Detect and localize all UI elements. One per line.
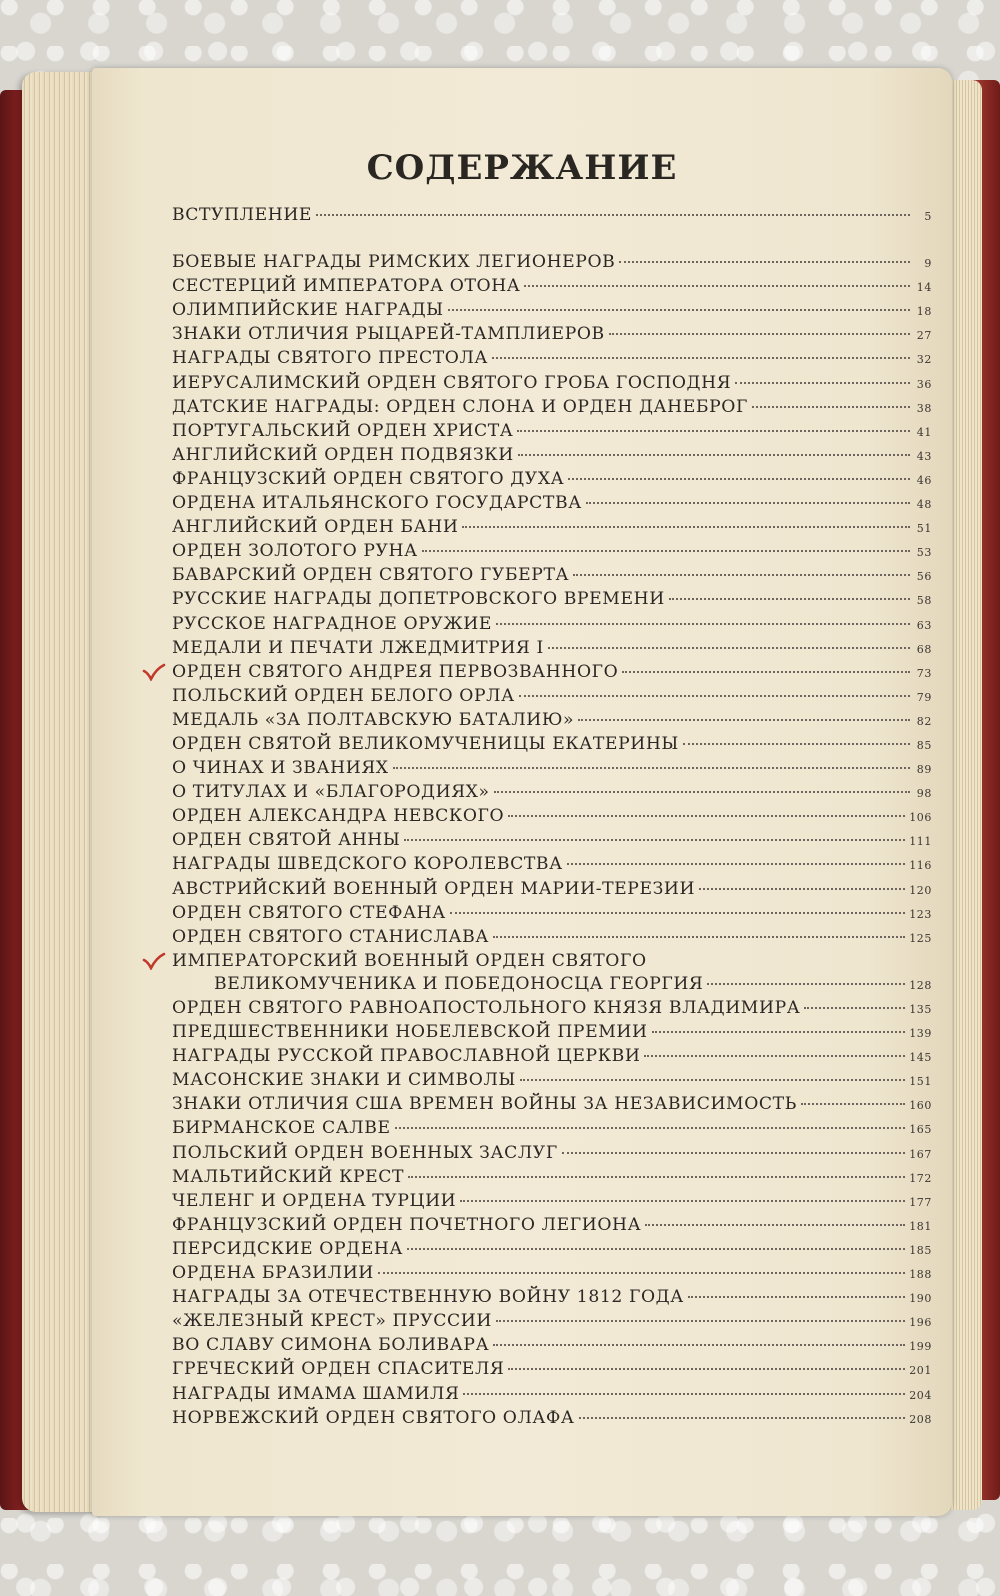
dot-leader: [395, 1127, 906, 1129]
dot-leader: [622, 671, 910, 673]
checkmark-icon: [142, 952, 166, 970]
toc-entry-title: НАГРАДЫ РУССКОЙ ПРАВОСЛАВНОЙ ЦЕРКВИ: [172, 1046, 641, 1067]
dot-leader: [404, 839, 905, 841]
toc-entry: [172, 829, 932, 853]
toc-entry: [172, 1383, 932, 1407]
toc-page-number: 172: [909, 1171, 932, 1185]
toc-page-number: 123: [909, 907, 932, 921]
toc-entry-title: ОРДЕН ЗОЛОТОГО РУНА: [172, 541, 418, 562]
toc-entry: [172, 685, 932, 709]
toc-page-number: 5: [924, 210, 932, 223]
dot-leader: [548, 647, 910, 649]
toc-entry-title: ПОЛЬСКИЙ ОРДЕН ВОЕННЫХ ЗАСЛУГ: [172, 1142, 558, 1163]
toc-page-number: 36: [916, 377, 932, 391]
toc-entry-title: СЕСТЕРЦИЙ ИМПЕРАТОРА ОТОНА: [172, 276, 521, 297]
toc-entry-title: ОРДЕН АЛЕКСАНДРА НЕВСКОГО: [172, 806, 505, 827]
dot-leader: [508, 1368, 905, 1370]
toc-entry: [172, 1166, 932, 1190]
toc-page-number: 111: [909, 835, 932, 849]
toc-entry-title: РУССКОЕ НАГРАДНОЕ ОРУЖИЕ: [172, 613, 493, 634]
toc-entry: [172, 1358, 932, 1382]
toc-page-number: 18: [916, 305, 932, 319]
toc-entry: [172, 468, 932, 492]
dot-leader: [804, 1007, 905, 1009]
toc-entry: [172, 396, 932, 420]
toc-entry-title: ОРДЕНА ИТАЛЬЯНСКОГО ГОСУДАРСТВА: [172, 493, 582, 514]
toc-entry-title-continuation: ВЕЛИКОМУЧЕНИКА И ПОБЕДОНОСЦА ГЕОРГИЯ: [214, 973, 704, 994]
toc-page-number: 43: [916, 449, 932, 463]
toc-page-number: 73: [916, 666, 932, 680]
toc-entry-title: АВСТРИЙСКИЙ ВОЕННЫЙ ОРДЕН МАРИИ-ТЕРЕЗИИ: [172, 878, 696, 899]
toc-page-number: 128: [909, 978, 932, 992]
toc-entry-title: БОЕВЫЕ НАГРАДЫ РИМСКИХ ЛЕГИОНЕРОВ: [172, 252, 616, 273]
toc-entry-title: ПРЕДШЕСТВЕННИКИ НОБЕЛЕВСКОЙ ПРЕМИИ: [172, 1022, 648, 1043]
toc-page-number: 14: [916, 281, 932, 295]
dot-leader: [496, 1320, 905, 1322]
toc-entry: [172, 781, 932, 805]
toc-entry: [172, 709, 932, 733]
toc-page-number: 160: [909, 1099, 932, 1113]
toc-entry: [172, 588, 932, 612]
toc-page-number: 188: [909, 1268, 932, 1282]
dot-leader: [316, 214, 910, 216]
dot-leader: [520, 1079, 905, 1081]
dot-leader: [707, 983, 905, 985]
toc-entry-title: ОЛИМПИЙСКИЕ НАГРАДЫ: [172, 300, 444, 321]
dot-leader: [462, 526, 910, 528]
toc-entry-title: МАСОНСКИЕ ЗНАКИ И СИМВОЛЫ: [172, 1070, 516, 1091]
toc-entry: [172, 1407, 932, 1431]
dot-leader: [699, 888, 905, 890]
toc-entry-title: ВО СЛАВУ СИМОНА БОЛИВАРА: [172, 1335, 490, 1356]
toc-entry-title: АНГЛИЙСКИЙ ОРДЕН ПОДВЯЗКИ: [172, 444, 514, 465]
toc-entry-title: ИМПЕРАТОРСКИЙ ВОЕННЫЙ ОРДЕН СВЯТОГО: [172, 950, 647, 971]
toc-entry: [172, 757, 932, 781]
toc-page-number: 98: [916, 787, 932, 801]
dot-leader: [422, 550, 910, 552]
toc-page-number: 41: [916, 425, 932, 439]
toc-entry: [172, 733, 932, 757]
toc-entry-title: О ЧИНАХ И ЗВАНИЯХ: [172, 758, 389, 779]
toc-page-number: 135: [909, 1003, 932, 1016]
toc-entry: [172, 926, 932, 950]
checkmark-icon: [142, 663, 166, 681]
toc-page-number: 116: [909, 859, 932, 873]
toc-title: СОДЕРЖАНИЕ: [366, 148, 678, 188]
toc-entry: [172, 275, 932, 299]
dot-leader: [524, 285, 910, 287]
dot-leader: [460, 1200, 905, 1202]
toc-page-number: 46: [916, 473, 932, 487]
toc-page-number: 85: [916, 738, 932, 752]
toc-entry-title: ОРДЕНА БРАЗИЛИИ: [172, 1263, 374, 1284]
dot-leader: [683, 743, 910, 745]
toc-page-number: 167: [909, 1147, 932, 1161]
dot-leader: [407, 1248, 905, 1250]
toc-entry: [172, 902, 932, 926]
toc-entry: [172, 1117, 932, 1141]
toc-entry: [172, 204, 932, 228]
toc-entry: [172, 805, 932, 829]
toc-page-number: 181: [909, 1219, 932, 1233]
toc-entry-title: ДАТСКИЕ НАГРАДЫ: ОРДЕН СЛОНА И ОРДЕН ДАНЕБРОГ: [172, 396, 748, 417]
dot-leader: [518, 454, 910, 456]
toc-entry: [172, 1190, 932, 1214]
toc-entry: [172, 492, 932, 516]
toc-entry: [172, 613, 932, 637]
toc-page-number: 51: [916, 522, 932, 536]
toc-entry-title: ФРАНЦУЗСКИЙ ОРДЕН СВЯТОГО ДУХА: [172, 468, 565, 489]
toc-entry: [172, 516, 932, 540]
toc-page-number: 139: [909, 1027, 932, 1041]
toc-entry-title: НАГРАДЫ ИМАМА ШАМИЛЯ: [172, 1383, 460, 1404]
toc-page-number: 177: [909, 1195, 932, 1209]
toc-entry: [172, 420, 932, 444]
toc-entry: [172, 1045, 932, 1069]
toc-entry: [172, 251, 932, 275]
toc-entry-title: ОРДЕН СВЯТОГО СТАНИСЛАВА: [172, 926, 489, 947]
toc-page-number: 63: [916, 618, 932, 632]
toc-page-number: 38: [916, 401, 932, 415]
toc-entry-title: «ЖЕЛЕЗНЫЙ КРЕСТ» ПРУССИИ: [172, 1311, 492, 1332]
toc-page-number: 89: [916, 763, 932, 777]
dot-leader: [492, 357, 910, 359]
dot-leader: [579, 1417, 906, 1419]
toc-list: [172, 204, 932, 1431]
dot-leader: [562, 1152, 905, 1154]
book-page: [92, 68, 952, 1516]
toc-entry-title: МАЛЬТИЙСКИЙ КРЕСТ: [172, 1166, 405, 1187]
toc-entry-title: МЕДАЛЬ «ЗА ПОЛТАВСКУЮ БАТАЛИЮ»: [172, 709, 575, 730]
dot-leader: [496, 623, 910, 625]
dot-leader: [619, 261, 910, 263]
toc-page-number: 151: [909, 1075, 932, 1089]
dot-leader: [735, 382, 910, 384]
toc-page-number: 201: [909, 1364, 932, 1378]
toc-entry-title: ПОЛЬСКИЙ ОРДЕН БЕЛОГО ОРЛА: [172, 685, 515, 706]
toc-page-number: 145: [909, 1051, 932, 1065]
dot-leader: [568, 478, 910, 480]
toc-entry-title: ЗНАКИ ОТЛИЧИЯ РЫЦАРЕЙ-ТАМПЛИЕРОВ: [172, 324, 605, 345]
toc-entry: [172, 1069, 932, 1093]
dot-leader: [578, 719, 910, 721]
toc-entry-title: МЕДАЛИ И ПЕЧАТИ ЛЖЕДМИТРИЯ I: [172, 637, 544, 658]
toc-entry-continuation: [172, 973, 932, 997]
toc-page-number: 79: [916, 690, 932, 704]
dot-leader: [378, 1272, 905, 1274]
toc-entry: [172, 299, 932, 323]
toc-page-number: 82: [916, 714, 932, 728]
dot-leader: [752, 406, 910, 408]
toc-page-number: 32: [916, 353, 932, 367]
dot-leader: [393, 767, 910, 769]
toc-entry-title: РУССКИЕ НАГРАДЫ ДОПЕТРОВСКОГО ВРЕМЕНИ: [172, 589, 665, 610]
toc-page-number: 106: [909, 811, 932, 825]
toc-entry: [172, 661, 932, 685]
dot-leader: [517, 430, 910, 432]
toc-entry: [172, 950, 932, 973]
toc-entry-title: НАГРАДЫ ШВЕДСКОГО КОРОЛЕВСТВА: [172, 854, 563, 875]
toc-page-number: 9: [924, 257, 932, 271]
toc-entry-title: ОРДЕН СВЯТОГО СТЕФАНА: [172, 902, 446, 923]
dot-leader: [463, 1393, 905, 1395]
dot-leader: [567, 863, 905, 865]
dot-leader: [645, 1224, 905, 1226]
toc-entry: [172, 1286, 932, 1310]
toc-entry-title: ЧЕЛЕНГ И ОРДЕНА ТУРЦИИ: [172, 1190, 457, 1211]
toc-entry-title: ВСТУПЛЕНИЕ: [172, 205, 313, 225]
toc-entry: [172, 1238, 932, 1262]
toc-page-number: 196: [909, 1316, 932, 1330]
dot-leader: [586, 502, 910, 504]
page-edges-right: [948, 80, 982, 1510]
toc-page-number: 208: [909, 1412, 932, 1426]
dot-leader: [493, 936, 905, 938]
toc-entry-title: ОРДЕН СВЯТОЙ ВЕЛИКОМУЧЕНИЦЫ ЕКАТЕРИНЫ: [172, 733, 679, 754]
toc-entry: [172, 323, 932, 347]
toc-entry-title: БАВАРСКИЙ ОРДЕН СВЯТОГО ГУБЕРТА: [172, 565, 570, 586]
toc-entry-title: ФРАНЦУЗСКИЙ ОРДЕН ПОЧЕТНОГО ЛЕГИОНА: [172, 1214, 642, 1235]
toc-entry: [172, 372, 932, 396]
toc-entry: [172, 1310, 932, 1334]
toc-page-number: 53: [916, 546, 932, 560]
toc-entry: [172, 1334, 932, 1358]
toc-entry: [172, 347, 932, 371]
toc-entry-title: НАГРАДЫ СВЯТОГО ПРЕСТОЛА: [172, 348, 489, 369]
toc-entry: [172, 637, 932, 661]
toc-entry-title: АНГЛИЙСКИЙ ОРДЕН БАНИ: [172, 517, 459, 538]
dot-leader: [448, 309, 910, 311]
toc-entry: [172, 1021, 932, 1045]
toc-page-number: 58: [916, 594, 932, 608]
toc-entry: [172, 1214, 932, 1238]
dot-leader: [508, 815, 905, 817]
toc-page-number: 48: [916, 498, 932, 512]
toc-page-number: 199: [909, 1340, 932, 1354]
toc-page-number: 120: [909, 883, 932, 897]
dot-leader: [644, 1055, 905, 1057]
toc-page-number: 190: [909, 1292, 932, 1306]
toc-entry-title: НАГРАДЫ ЗА ОТЕЧЕСТВЕННУЮ ВОЙНУ 1812 ГОДА: [172, 1287, 684, 1308]
toc-page-number: 204: [909, 1388, 932, 1402]
toc-entry-title: ОРДЕН СВЯТОЙ АННЫ: [172, 830, 401, 851]
toc-entry: [172, 1142, 932, 1166]
page-edges-left: [22, 72, 102, 1512]
toc-entry-title: НОРВЕЖСКИЙ ОРДЕН СВЯТОГО ОЛАФА: [172, 1407, 575, 1428]
toc-entry-title: ЗНАКИ ОТЛИЧИЯ США ВРЕМЕН ВОЙНЫ ЗА НЕЗАВИСИМОСТЬ: [172, 1094, 797, 1115]
dot-leader: [573, 574, 910, 576]
toc-page-number: 56: [916, 570, 932, 584]
dot-leader: [652, 1031, 906, 1033]
toc-page-number: 185: [909, 1243, 932, 1257]
toc-page-number: 165: [909, 1123, 932, 1137]
toc-page-number: 27: [916, 329, 932, 343]
toc-entry: [172, 853, 932, 877]
toc-page-number: 68: [916, 642, 932, 656]
dot-leader: [669, 598, 910, 600]
toc-entry-title: ОРДЕН СВЯТОГО РАВНОАПОСТОЛЬНОГО КНЯЗЯ ВЛАДИМИРА: [172, 998, 801, 1018]
dot-leader: [450, 912, 905, 914]
toc-entry-title: БИРМАНСКОЕ САЛВЕ: [172, 1118, 391, 1139]
toc-entry-title: ИЕРУСАЛИМСКИЙ ОРДЕН СВЯТОГО ГРОБА ГОСПОДНЯ: [172, 372, 732, 393]
toc-entry: [172, 1262, 932, 1286]
toc-entry: [172, 444, 932, 468]
dot-leader: [609, 333, 910, 335]
toc-page-number: 125: [909, 931, 932, 945]
dot-leader: [408, 1176, 905, 1178]
dot-leader: [494, 791, 910, 793]
dot-leader: [493, 1344, 905, 1346]
toc-entry: [172, 540, 932, 564]
toc-entry-title: ОРДЕН СВЯТОГО АНДРЕЯ ПЕРВОЗВАННОГО: [172, 661, 619, 682]
dot-leader: [688, 1296, 905, 1298]
toc-entry-title: ПОРТУГАЛЬСКИЙ ОРДЕН ХРИСТА: [172, 420, 514, 441]
toc-entry: [172, 997, 932, 1021]
toc-entry: [172, 1093, 932, 1117]
toc-entry-title: О ТИТУЛАХ И «БЛАГОРОДИЯХ»: [172, 782, 490, 803]
toc-entry: [172, 564, 932, 588]
toc-entry: [172, 878, 932, 902]
dot-leader: [519, 695, 910, 697]
toc-entry-title: ГРЕЧЕСКИЙ ОРДЕН СПАСИТЕЛЯ: [172, 1359, 505, 1380]
toc-entry-title: ПЕРСИДСКИЕ ОРДЕНА: [172, 1238, 404, 1259]
dot-leader: [801, 1103, 905, 1105]
